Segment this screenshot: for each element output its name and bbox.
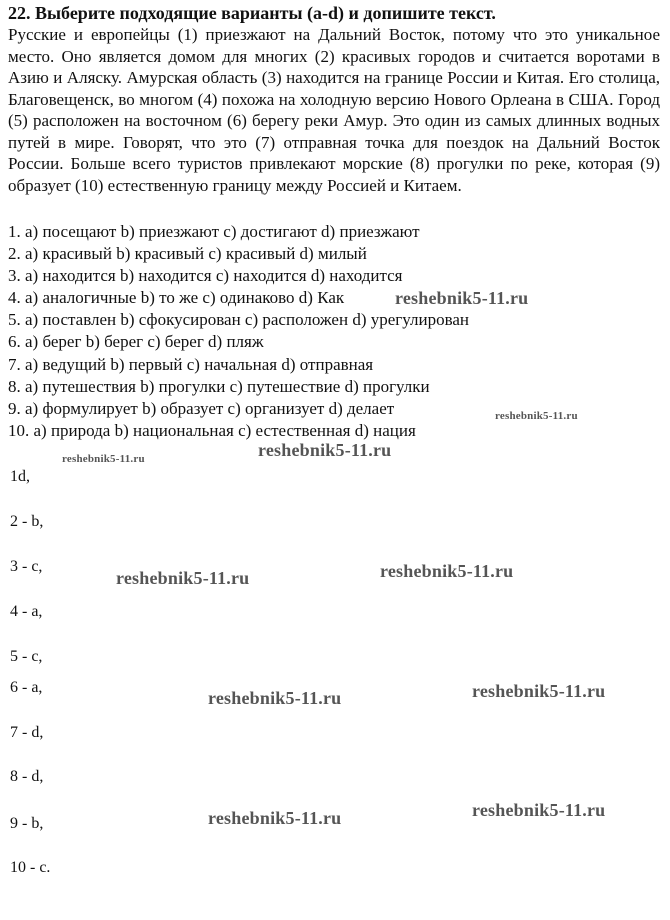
watermark: reshebnik5-11.ru [395,288,529,308]
option-line: 2. a) красивый b) красивый c) красивый d) милый [8,244,367,264]
option-line: 1. a) посещают b) приезжают c) достигают d) приезжают [8,222,420,241]
options-list [8,221,469,442]
option-line: 8. a) путешествия b) прогулки c) путешествие d) прогулки [8,376,430,396]
watermark: reshebnik5-11.ru [495,410,578,422]
option-line: 10. a) природа b) национальная c) естественная d) нация [8,420,416,440]
option-line: 6. a) берег b) берег c) берег d) пляж [8,332,264,352]
answer-item: 3 - c, [10,558,43,575]
answer-item: 10 - c. [10,859,51,876]
option-line: 4. a) аналогичные b) то же c) одинаково d) Как [8,288,345,308]
passage-text: Русские и европейцы (1) приезжают на Дальний Восток, потому что это уникальное место. Оно является домом для многих (2) красивых городов и считается воротами в Азию и Аляску. Амурская область (3) находится на границе России и Китая. Его столица, Благовещенск, во многом (4) похожа на холодную версию Нового Орлеана в США. Город (5) расположен на восточном (6) берегу реки Амур. Это один из самых длинных водных путей в мире. Говорят, что это (7) отправная точка для поездок на Дальний Восток России. Больше всего туристов привлекают морские (8) прогулки по реке, которая (9) образует (10) естественную границу между Россией и Китаем. [8,25,660,195]
watermark: reshebnik5-11.ru [472,681,606,701]
watermark: reshebnik5-11.ru [258,440,392,460]
answer-item: 8 - d, [10,768,44,785]
exercise-passage [8,24,660,196]
answer-item: 1d, [10,468,30,485]
option-line: 5. a) поставлен b) сфокусирован c) расположен d) урегулирован [8,310,470,330]
answer-item: 7 - d, [10,724,44,741]
watermark: reshebnik5-11.ru [208,688,342,708]
exercise-title: 22. Выберите подходящие варианты (a-d) и допишите текст. [8,3,496,23]
watermark: reshebnik5-11.ru [116,568,250,588]
answer-item: 2 - b, [10,513,44,530]
answer-item: 9 - b, [10,815,44,832]
answer-item: 4 - a, [10,603,43,620]
answer-item: 6 - a, [10,679,43,696]
option-line: 7. a) ведущий b) первый c) начальная d) отправная [8,354,374,374]
watermark: reshebnik5-11.ru [208,808,342,828]
watermark: reshebnik5-11.ru [472,800,606,820]
watermark: reshebnik5-11.ru [380,561,514,581]
watermark: reshebnik5-11.ru [62,453,145,465]
option-line: 3. a) находится b) находится c) находится d) находится [8,266,403,286]
answer-item: 5 - c, [10,648,43,665]
option-line: 9. a) формулирует b) образует c) организует d) делает [8,398,395,418]
